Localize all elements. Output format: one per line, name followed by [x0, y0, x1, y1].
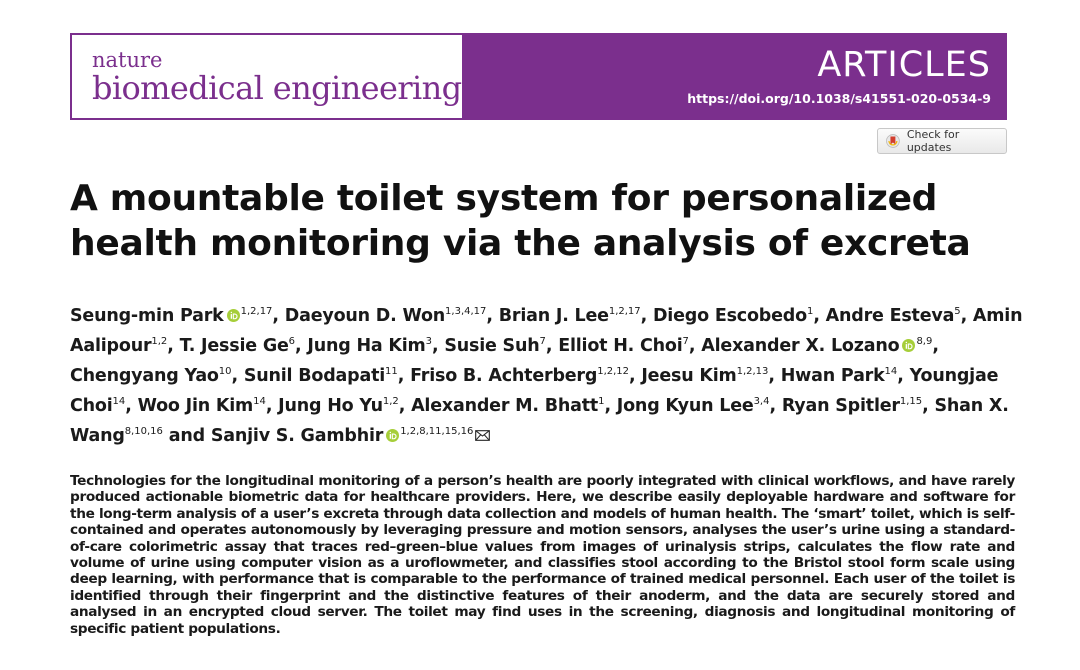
author-name[interactable]: Elliot H. Choi [558, 336, 683, 356]
affiliation-number[interactable]: 3 [425, 336, 432, 347]
affiliation-number[interactable]: 8,10,16 [124, 426, 163, 437]
journal-name-line2: biomedical engineering [92, 69, 462, 107]
author-name[interactable]: Sanjiv S. Gambhir [210, 426, 384, 446]
crossmark-icon [886, 134, 900, 148]
abstract: Technologies for the longitudinal monitoring of a person’s health are poorly integrated with clinical workflows, and have rarely produced actionable biometric data for healthcare providers. Here, we describe easily deployable hardware and software for the long-term analysis of a user’s excreta through data collection and models of human health. The ‘smart’ toilet, which is self-contained and operates autonomously by leveraging pressure and motion sensors, analyses the user’s urine using a standard-of-care colorimetric assay that traces red–green–blue values from images of urinalysis strips, calculates the flow rate and volume of urine using computer vision as a uroflowmeter, and classifies stool according to the Bristol stool form scale using deep learning, with performance that is comparable to the performance of trained medical personnel. Each user of the toilet is identified through their fingerprint and the distinctive features of their anoderm, and the data are securely stored and analysed in an encrypted cloud server. The toilet may find uses in the screening, diagnosis and longitudinal monitoring of specific patient populations. [70, 473, 1015, 637]
author-name[interactable]: Susie Suh [444, 336, 540, 356]
author-name[interactable]: Jong Kyun Lee [616, 396, 754, 416]
author[interactable] [826, 306, 961, 326]
author-name[interactable]: Andre Esteva [825, 306, 955, 326]
author[interactable] [701, 336, 932, 356]
author[interactable] [70, 306, 272, 326]
author[interactable] [244, 366, 398, 386]
author-name[interactable]: Seung-min Park [70, 306, 224, 326]
author-name[interactable]: Ryan Spitler [781, 396, 900, 416]
author[interactable] [211, 426, 491, 446]
author[interactable] [444, 336, 546, 356]
author[interactable] [70, 366, 231, 386]
journal-header [70, 33, 1007, 120]
author-name[interactable]: Alexander X. Lozano [701, 336, 900, 356]
author-name[interactable]: T. Jessie Ge [179, 336, 289, 356]
author[interactable] [410, 366, 629, 386]
author[interactable] [285, 306, 487, 326]
author-name[interactable]: Youngjae Choi [70, 366, 999, 416]
article-title: A mountable toilet system for personalized health monitoring via the analysis of excreta [70, 178, 971, 264]
check-for-updates-label: Check for updates [906, 128, 960, 154]
orcid-icon[interactable] [386, 429, 399, 442]
author-name[interactable]: Hwan Park [780, 366, 885, 386]
article-type-band [462, 35, 1005, 118]
affiliation-number[interactable]: 1,2,12 [597, 366, 630, 377]
affiliation-number[interactable]: 1 [806, 306, 814, 317]
affiliation-number[interactable]: 7 [539, 336, 546, 347]
author[interactable] [307, 336, 432, 356]
author[interactable] [781, 366, 898, 386]
author-name[interactable]: Woo Jin Kim [137, 396, 254, 416]
affiliation-number[interactable]: 11 [385, 366, 398, 377]
author-name[interactable]: Diego Escobedo [652, 306, 807, 326]
affiliation-number[interactable]: 10 [218, 366, 232, 377]
affiliation-number[interactable]: 5 [954, 306, 961, 317]
affiliation-number[interactable]: 1,2,8,11,15,16 [400, 426, 474, 437]
check-for-updates-button[interactable] [877, 128, 1007, 154]
author-name[interactable]: Jung Ho Yu [278, 396, 383, 416]
author[interactable] [180, 336, 295, 356]
affiliation-number[interactable]: 8,9 [916, 336, 933, 347]
author-name[interactable]: Friso B. Achterberg [410, 366, 598, 386]
journal-logo[interactable] [72, 35, 462, 118]
affiliation-number[interactable]: 1,2,17 [240, 306, 273, 317]
affiliation-number[interactable]: 1,2,17 [608, 306, 641, 317]
affiliation-number[interactable]: 7 [682, 336, 689, 347]
doi-link[interactable]: https://doi.org/10.1038/s41551-020-0534-9 [687, 91, 991, 106]
author-name[interactable]: Amin Aalipour [70, 306, 1023, 356]
affiliation-number[interactable]: 1,2 [151, 336, 168, 347]
author[interactable] [138, 396, 266, 416]
affiliation-number[interactable]: 1,2 [382, 396, 399, 407]
author[interactable] [653, 306, 813, 326]
affiliation-number[interactable]: 1,2,13 [736, 366, 769, 377]
affiliation-number[interactable]: 1,3,4,17 [445, 306, 487, 317]
article-type: ARTICLES [817, 45, 991, 85]
author-list: Seung-min Park $^{1,2,17}$, Daeyoun D. Won$^{1,3,4,17}$, Brian J. Lee$^{1,2,17}$, Diego Escobedo$^1$, Andre Esteva$^5$, Amin Aalipour$^{1,2}$, T. Jessie Ge$^6$, Jung Ha Kim$^3$, Susie Suh$^7$, Elliot H. Choi$^7$, Alexander X. Lozano $^{8,9}$, Chengyang Yao$^{10}$, Sunil Bodapati$^{11}$, Friso B. Achterberg$^{1,2,12}$, Jeesu Kim$^{1,2,13}$, Hwan Park$^{14}$, Youngjae Choi$^{14}$, Woo Jin Kim$^{14}$, Jung Ho Yu$^{1,2}$, Alexander M. Bhatt$^1$, Jong Kyun Lee$^{3,4}$, Ryan Spitler$^{1,15}$, Shan X. Wang$^{8,10,16}$ and Sanjiv S. Gambhir $^{1,2,8,11,15,16}$ [70, 306, 1023, 446]
journal-name-line1: nature [92, 48, 163, 72]
author-name[interactable]: Jung Ha Kim [307, 336, 426, 356]
author-name[interactable]: Brian J. Lee [498, 306, 609, 326]
author-name[interactable]: Chengyang Yao [70, 366, 219, 386]
author-name[interactable]: Alexander M. Bhatt [411, 396, 599, 416]
author[interactable] [499, 306, 641, 326]
author-name[interactable]: Sunil Bodapati [243, 366, 386, 386]
mail-icon[interactable] [475, 430, 490, 441]
affiliation-number[interactable]: 14 [253, 396, 266, 407]
author[interactable] [782, 396, 922, 416]
orcid-icon[interactable] [902, 339, 915, 352]
affiliation-number[interactable]: 6 [288, 336, 296, 347]
author[interactable] [278, 396, 399, 416]
affiliation-number[interactable]: 3,4 [753, 396, 770, 407]
orcid-icon[interactable] [227, 309, 240, 322]
affiliation-number[interactable]: 1,15 [899, 396, 923, 407]
author-name[interactable]: Daeyoun D. Won [284, 306, 446, 326]
affiliation-number[interactable]: 1 [598, 396, 605, 407]
author-name[interactable]: Jeesu Kim [641, 366, 737, 386]
affiliation-number[interactable]: 14 [112, 396, 126, 407]
author-name[interactable]: Shan X. Wang [70, 396, 1009, 446]
author[interactable] [617, 396, 770, 416]
author[interactable] [641, 366, 768, 386]
author[interactable] [411, 396, 604, 416]
author[interactable] [558, 336, 689, 356]
affiliation-number[interactable]: 14 [884, 366, 898, 377]
